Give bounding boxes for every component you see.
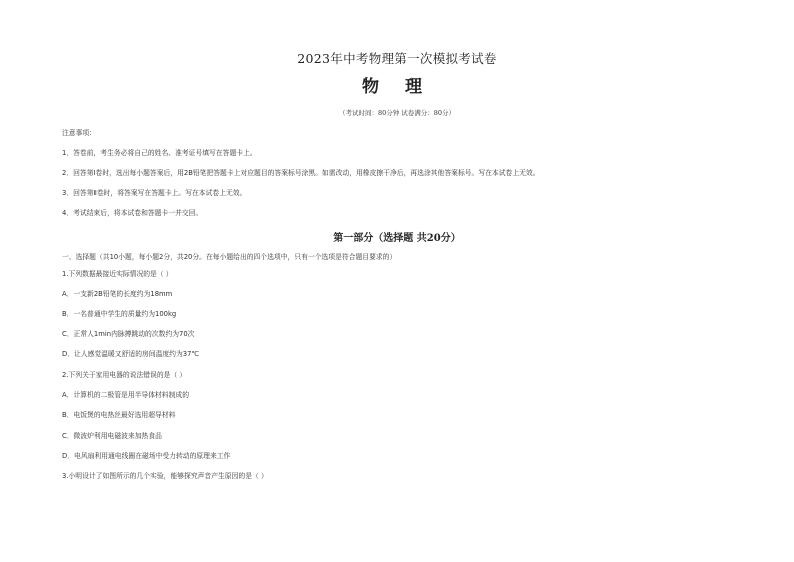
- notice-item: 1．答卷前，考生务必将自己的姓名、准考证号填写在答题卡上。: [62, 149, 257, 157]
- question-option: A．计算机的二极管是用半导体材料制成的: [62, 391, 189, 399]
- question-option: D．电风扇利用通电线圈在磁场中受力转动的原理来工作: [62, 452, 231, 460]
- notice-heading: 注意事项：: [62, 129, 96, 137]
- section-title: 第一部分（选择题 共20分）: [333, 233, 461, 244]
- question-option: B．一名普通中学生的质量约为100kg: [62, 310, 177, 318]
- question-stem: 3.小明设计了如图所示的几个实验，能够探究声音产生原因的是（ ）: [62, 472, 268, 480]
- notice-item: 3．回答第Ⅱ卷时，将答案写在答题卡上。写在本试卷上无效。: [62, 189, 247, 197]
- question-option: C．微波炉利用电磁波来加热食品: [62, 432, 162, 440]
- exam-info: （考试时间：80分钟 试卷满分：80分）: [338, 109, 456, 117]
- section-instruction: 一、选择题（共10小题，每小题2分，共20分。在每小题给出的四个选项中，只有一个选项是符合题目要求的）: [62, 253, 397, 261]
- exam-title: 2023年中考物理第一次模拟考试卷: [297, 51, 497, 66]
- question-option: B．电饭煲的电热丝最好选用超导材料: [62, 411, 176, 419]
- notice-item: 4．考试结束后，将本试卷和答题卡一并交回。: [62, 209, 203, 217]
- question-option: D．让人感觉温暖又舒适的房间温度约为37℃: [62, 350, 200, 358]
- question-option: C．正常人1min内脉搏跳动的次数约为70次: [62, 330, 195, 338]
- question-stem: 1.下列数据最接近实际情况的是（ ）: [62, 270, 173, 278]
- question-stem: 2.下列关于家用电器的说法错误的是（ ）: [62, 371, 187, 379]
- notice-item: 2．回答第Ⅰ卷时，选出每小题答案后，用2B铅笔把答题卡上对应题目的答案标号涂黑。如需改动，用橡皮擦干净后，再选涂其他答案标号。写在本试卷上无效。: [62, 169, 540, 177]
- subject-title: 物 理: [362, 77, 432, 97]
- question-option: A．一支新2B铅笔的长度约为18mm: [62, 290, 173, 298]
